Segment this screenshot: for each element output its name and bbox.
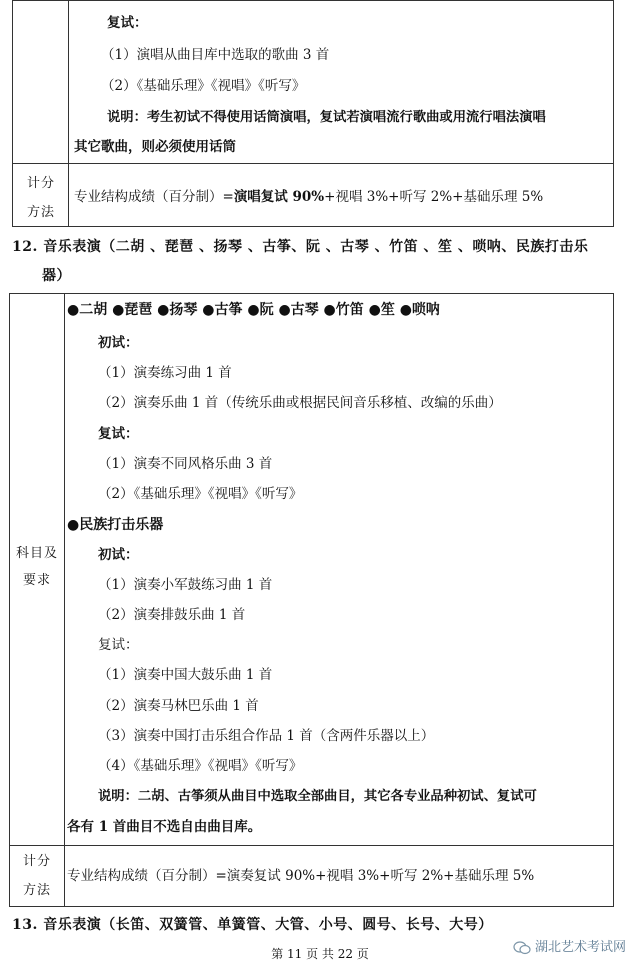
page-number: 第 11 页 共 22 页 (271, 947, 369, 961)
group-a-initial-item-2: （2）演奏乐曲 1 首（传统乐曲或根据民间音乐移植、改编的乐曲） (98, 395, 502, 411)
group-a-initial-heading: 初试： (98, 335, 139, 351)
vocal-note-line-1: 说明：考生初试不得使用话筒演唱，复试若演唱流行歌曲或用流行唱法演唱 (107, 110, 546, 125)
group-a-retest-heading: 复试： (98, 426, 139, 442)
percussion-heading: ●民族打击乐器 (67, 517, 164, 533)
group-b-initial-item-2: （2）演奏排鼓乐曲 1 首 (98, 607, 246, 623)
group-a-initial-item-1: （1）演奏练习曲 1 首 (98, 365, 232, 381)
top-table-column-divider (68, 0, 69, 227)
group-a-retest-item-2: （2）《基础乐理》《视唱》《听写》 (98, 486, 303, 502)
top-table-row-divider (12, 163, 614, 164)
section-13-title: 13. 音乐表演（长笛、双簧管、单簧管、大管、小号、圆号、长号、大号） (12, 917, 493, 933)
score-formula-bold: 演唱复试 90% (233, 189, 325, 205)
group-b-initial-item-1: （1）演奏小军鼓练习曲 1 首 (98, 577, 273, 593)
watermark (513, 936, 626, 955)
retest-item-1: （1）演唱从曲目库中选取的歌曲 3 首 (101, 47, 330, 63)
retest-item-2: （2）《基础乐理》《视唱》《听写》 (101, 78, 306, 94)
score-method-label-1: 计分 (26, 176, 55, 191)
instrument-list: ●二胡 ●琵琶 ●扬琴 ●古筝 ●阮 ●古琴 ●竹笛 ●笙 ●唢呐 (67, 302, 440, 318)
group-b-retest-item-4: （4）《基础乐理》《视唱》《听写》 (98, 758, 303, 774)
table-12-row-divider (9, 845, 614, 846)
vocal-score-formula (74, 188, 543, 206)
group-b-initial-heading: 初试： (98, 547, 139, 563)
retest-heading: 复试： (107, 15, 148, 31)
group-b-retest-item-1: （1）演奏中国大鼓乐曲 1 首 (98, 667, 273, 683)
table-12 (9, 293, 614, 907)
group-b-retest-item-2: （2）演奏马林巴乐曲 1 首 (98, 698, 259, 714)
group-b-retest-item-3: （3）演奏中国打击乐组合作品 1 首（含两件乐器以上） (98, 728, 435, 744)
group-a-retest-item-1: （1）演奏不同风格乐曲 3 首 (98, 456, 273, 472)
section-12-title-line-1: 12. 音乐表演（二胡 、琵琶 、扬琴 、古筝、阮 、古琴 、竹笛 、笙 、唢呐、民族打击乐 (12, 239, 589, 255)
instrument-note-line-1: 说明：二胡、古筝须从曲目中选取全部曲目，其它各专业品种初试、复试可 (98, 789, 537, 804)
section-12-title-line-2: 器） (42, 268, 71, 284)
score-method-label-2: 方法 (26, 205, 55, 220)
instrument-score-formula: 专业结构成绩（百分制）=演奏复试 90%+视唱 3%+听写 2%+基础乐理 5% (67, 868, 535, 884)
subject-label-1: 科目及 (15, 546, 58, 561)
group-b-retest-heading: 复试： (98, 637, 139, 653)
score-formula-suffix: +视唱 3%+听写 2%+基础乐理 5% (324, 189, 544, 205)
table-12-score-label-1: 计分 (22, 854, 51, 869)
instrument-note-line-2: 各有 1 首曲目不选自由曲目库。 (67, 819, 262, 835)
subject-label-2: 要求 (22, 573, 51, 588)
wechat-icon (513, 941, 531, 955)
table-12-column-divider (64, 293, 65, 907)
vocal-note-line-2: 其它歌曲，则必须使用话筒 (74, 139, 236, 155)
table-12-score-label-2: 方法 (22, 883, 51, 898)
watermark-text: 湖北艺术考试网 (534, 940, 626, 955)
score-formula-prefix: 专业结构成绩（百分制）= (74, 189, 234, 205)
